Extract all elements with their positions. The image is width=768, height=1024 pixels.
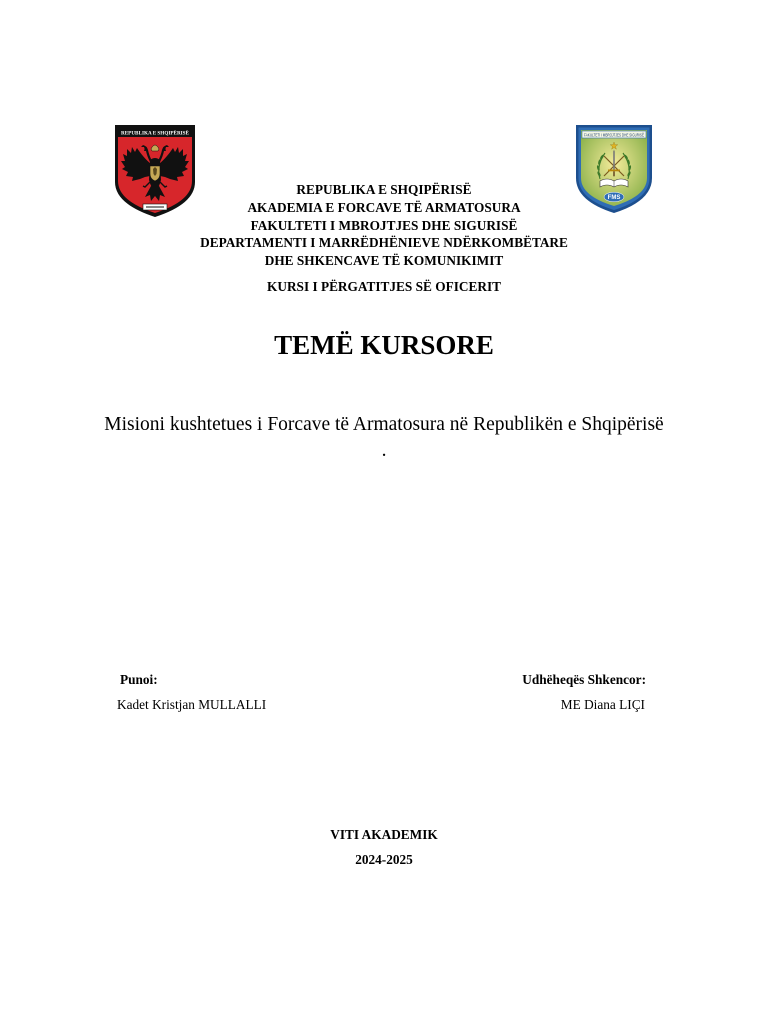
course-name: KURSI I PËRGATITJES SË OFICERIT: [267, 279, 501, 294]
supervisor-block: [522, 671, 646, 714]
fms-badge-text: FMS: [607, 195, 621, 202]
header-line-academy: AKADEMIA E FORCAVE TË ARMATOSURA: [247, 199, 521, 215]
fms-banner-text: FAKULTETI I MBROJTJES DHE SIGURISË: [584, 132, 645, 138]
academic-year: 2024-2025: [355, 852, 413, 867]
document-title: TEMË KURSORE: [274, 330, 494, 360]
header-line-department: DEPARTAMENTI I MARRËDHËNIEVE NDËRKOMBËTARE: [200, 235, 568, 251]
thesis-topic: Misioni kushtetues i Forcave të Armatosura në Republikën e Shqipërisë .: [104, 414, 664, 461]
supervisor-label: Udhëheqës Shkencor:: [522, 672, 646, 687]
academic-year-label: VITI AKADEMIK: [330, 827, 438, 842]
header-line-faculty: FAKULTETI I MBROJTJES DHE SIGURISË: [250, 217, 518, 233]
coat-of-arms-banner-text: REPUBLIKA E SHQIPËRISË: [121, 131, 187, 137]
supervisor-name: ME Diana LIÇI: [560, 697, 645, 712]
header-line-department-cont: DHE SHKENCAVE TË KOMUNIKIMIT: [264, 253, 504, 269]
header-line-republic: REPUBLIKA E SHQIPËRISË: [296, 182, 472, 197]
author-name: Kadet Kristjan MULLALLI: [117, 697, 267, 712]
institution-header: [0, 181, 768, 270]
author-block: [117, 671, 266, 714]
author-label: Punoi:: [120, 672, 158, 687]
